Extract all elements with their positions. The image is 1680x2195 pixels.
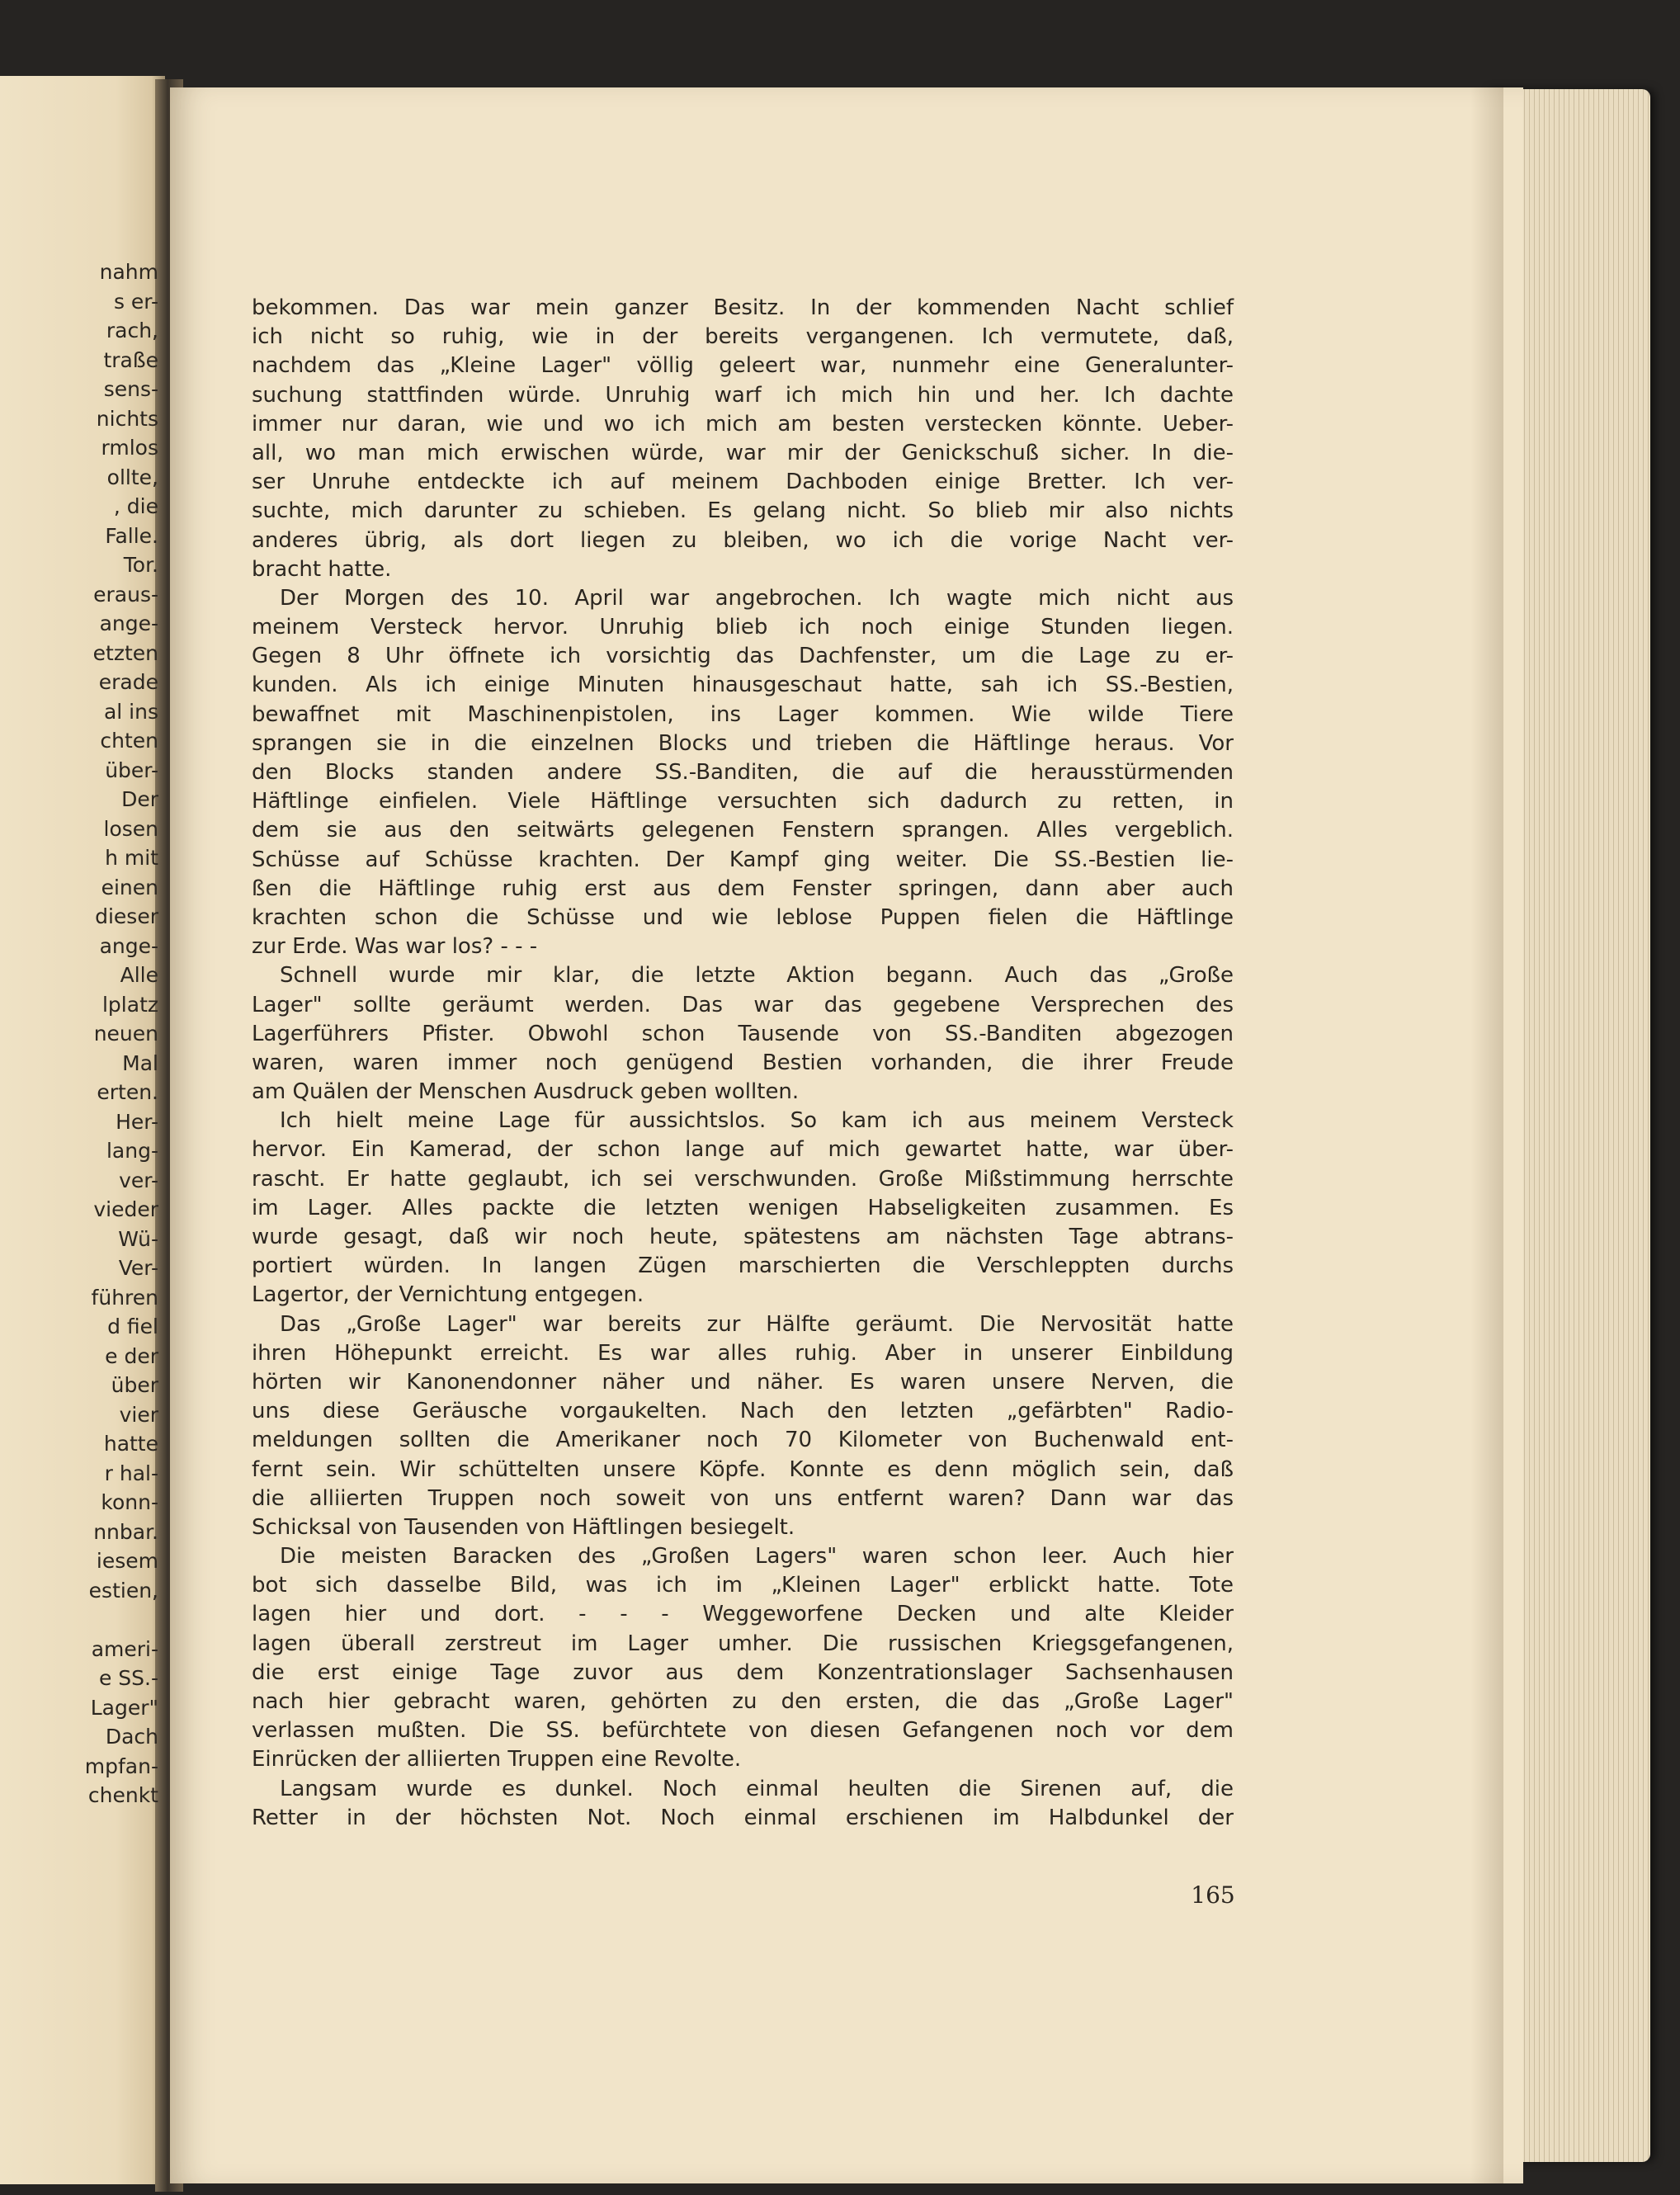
body-line: Lager" sollte geräumt werden. Das war das gegebene Versprechen des xyxy=(252,992,1234,1017)
body-line: ser Unruhe entdeckte ich auf meinem Dachboden einige Bretter. Ich ver- xyxy=(252,470,1234,495)
body-line: ihren Höhepunkt erreicht. Es war alles ruhig. Aber in unserer Einbildung xyxy=(252,1340,1234,1366)
left-page-line: chten xyxy=(100,729,158,753)
left-page-line: lplatz xyxy=(101,992,158,1017)
body-line: zur Erde. Was war los? - - - xyxy=(252,934,538,960)
left-page-line: vier xyxy=(119,1402,158,1427)
body-line: ich nicht so ruhig, wie in der bereits vergangenen. Ich vermutete, daß, xyxy=(252,324,1234,350)
left-page-line: nnbar. xyxy=(93,1519,158,1544)
left-page-line: Mal xyxy=(122,1050,158,1075)
body-line: uns diese Geräusche vorgaukelten. Nach den letzten „gefärbten" Radio- xyxy=(252,1399,1234,1424)
left-page-line: h mit xyxy=(105,846,158,870)
body-line: Schnell wurde mir klar, die letzte Aktion begann. Auch das „Große xyxy=(280,963,1234,989)
left-page-line: Dach xyxy=(105,1725,158,1749)
body-line: Einrücken der alliierten Truppen eine Revolte. xyxy=(252,1747,742,1773)
body-line: wurde gesagt, daß wir noch heute, spätestens am nächsten Tage abtrans- xyxy=(252,1225,1234,1249)
body-line: rascht. Er hatte geglaubt, ich sei verschwunden. Große Mißstimmung herrschte xyxy=(252,1166,1234,1192)
body-line: kunden. Als ich einige Minuten hinausgeschaut hatte, sah ich SS.-Bestien, xyxy=(252,673,1234,698)
left-page-line: r hal- xyxy=(104,1461,158,1485)
left-page-line: d fiel xyxy=(107,1315,158,1338)
left-page-line: über xyxy=(111,1373,158,1397)
left-page-line: ameri- xyxy=(91,1636,158,1661)
body-line: nachdem das „Kleine Lager" völlig geleert war, nunmehr eine Generalunter- xyxy=(252,353,1234,379)
left-page-line: iesem xyxy=(96,1549,158,1573)
body-line: krachten schon die Schüsse und wie leblose Puppen fielen die Häftlinge xyxy=(252,904,1234,930)
left-page-line: Wü- xyxy=(118,1226,158,1251)
left-page-line: ange- xyxy=(99,611,158,635)
body-line: meldungen sollten die Amerikaner noch 70 Kilometer von Buchenwald ent- xyxy=(252,1428,1234,1453)
body-line: anderes übrig, als dort liegen zu bleiben, wo ich die vorige Nacht ver- xyxy=(252,527,1234,553)
left-page-line: ollte, xyxy=(106,465,158,489)
left-page-line: lang- xyxy=(106,1139,158,1163)
left-page-line: Der xyxy=(121,787,158,811)
left-page-line: konn- xyxy=(101,1490,158,1514)
body-line: lagen überall zerstreut im Lager umher. Die russischen Kriegsgefangenen, xyxy=(252,1631,1234,1656)
body-line: hörten wir Kanonendonner näher und näher. Es waren unsere Nerven, die xyxy=(252,1369,1234,1395)
left-page-line: ver- xyxy=(119,1168,158,1192)
body-line: den Blocks standen andere SS.-Banditen, die auf die herausstürmenden xyxy=(252,760,1234,785)
left-page-line: Lager" xyxy=(90,1695,158,1720)
body-line: suchung stattfinden würde. Unruhig warf ich mich hin und her. Ich dachte xyxy=(252,382,1234,408)
body-line: all, wo man mich erwischen würde, war mir der Genickschuß sicher. In die- xyxy=(252,440,1234,465)
left-page-line: nahm xyxy=(99,260,158,284)
body-line: Gegen 8 Uhr öffnete ich vorsichtig das Dachfenster, um die Lage zu er- xyxy=(252,644,1234,669)
left-page-line: neuen xyxy=(93,1022,158,1046)
left-page-line: s er- xyxy=(113,289,158,314)
left-page-line: Alle xyxy=(120,963,158,987)
left-page-line: losen xyxy=(103,816,158,841)
left-page-line: chenkt xyxy=(87,1783,158,1807)
left-page-line: hatte xyxy=(103,1432,158,1456)
body-line: sprangen sie in die einzelnen Blocks und trieben die Häftlinge heraus. Vor xyxy=(252,730,1234,756)
body-line: nach hier gebracht waren, gehörten zu den ersten, die das „Große Lager" xyxy=(252,1689,1234,1714)
body-line: immer nur daran, wie und wo ich mich am besten verstecken könnte. Ueber- xyxy=(252,411,1234,437)
left-page-line: traße xyxy=(103,347,158,372)
body-line: Lagerführers Pfister. Obwohl schon Tausende von SS.-Banditen abgezogen xyxy=(252,1021,1234,1046)
left-page-line: e SS.- xyxy=(98,1666,158,1690)
body-line: im Lager. Alles packte die letzten wenigen Habseligkeiten zusammen. Es xyxy=(252,1195,1234,1220)
body-line: die erst einige Tage zuvor aus dem Konzentrationslager Sachsenhausen xyxy=(252,1659,1234,1685)
left-page-line: Tor. xyxy=(123,553,158,577)
left-page-line: Her- xyxy=(116,1109,158,1134)
body-line: waren, waren immer noch genügend Bestien vorhanden, die ihrer Freude xyxy=(252,1050,1234,1075)
left-page-line: rmlos xyxy=(101,436,158,460)
body-line: die alliierten Truppen noch soweit von uns entfernt waren? Dann war das xyxy=(252,1485,1234,1511)
left-page-line: estien, xyxy=(88,1578,158,1603)
left-page-line: erade xyxy=(98,670,158,694)
body-line: Häftlinge einfielen. Viele Häftlinge versuchten sich dadurch zu retten, in xyxy=(252,789,1234,814)
body-line: lagen hier und dort. - - - Weggeworfene Decken und alte Kleider xyxy=(252,1602,1234,1627)
body-line: bracht hatte. xyxy=(252,556,392,582)
left-page-line: nichts xyxy=(96,406,158,431)
body-line: verlassen mußten. Die SS. befürchtete von diesen Gefangenen noch vor dem xyxy=(252,1718,1234,1744)
left-page-line: erten. xyxy=(97,1080,158,1104)
body-line: Retter in der höchsten Not. Noch einmal erschienen im Halbdunkel der xyxy=(252,1805,1234,1830)
body-line: portiert würden. In langen Zügen marschierten die Verschleppten durchs xyxy=(252,1253,1234,1279)
body-line: bekommen. Das war mein ganzer Besitz. In der kommenden Nacht schlief xyxy=(252,295,1234,320)
body-line: hervor. Ein Kamerad, der schon lange auf mich gewartet hatte, war über- xyxy=(252,1137,1234,1163)
body-line: Ich hielt meine Lage für aussichtslos. So kam ich aus meinem Versteck xyxy=(280,1108,1234,1134)
page-number: 165 xyxy=(1191,1881,1235,1909)
left-page-line: etzten xyxy=(92,640,158,665)
left-page-line: einen xyxy=(101,875,158,899)
left-page-line: mpfan- xyxy=(84,1754,158,1778)
left-page-line xyxy=(0,1605,158,1635)
body-line: Die meisten Baracken des „Großen Lagers" waren schon leer. Auch hier xyxy=(280,1544,1234,1570)
body-line: bewaffnet mit Maschinenpistolen, ins Lager kommen. Wie wilde Tiere xyxy=(252,701,1234,727)
body-line: Langsam wurde es dunkel. Noch einmal heulten die Sirenen auf, die xyxy=(280,1776,1234,1801)
left-page-line: sens- xyxy=(103,377,158,401)
left-page-line: eraus- xyxy=(93,582,158,607)
left-page-line: dieser xyxy=(95,904,158,928)
body-line: meinem Versteck hervor. Unruhig blieb ich noch einige Stunden liegen. xyxy=(252,615,1234,640)
body-line: ßen die Häftlinge ruhig erst aus dem Fenster springen, dann aber auch xyxy=(252,876,1234,901)
body-line: suchte, mich darunter zu schieben. Es gelang nicht. So blieb mir also nichts xyxy=(252,498,1234,524)
left-page-line: Falle. xyxy=(105,523,158,548)
left-page-line: ange- xyxy=(99,933,158,958)
left-page-line: , die xyxy=(113,494,158,518)
body-line: Das „Große Lager" war bereits zur Hälfte geräumt. Die Nervosität hatte xyxy=(280,1311,1234,1337)
body-text xyxy=(252,294,1234,1833)
body-line: Schüsse auf Schüsse krachten. Der Kampf ging weiter. Die SS.-Bestien lie- xyxy=(252,847,1234,872)
body-line: dem sie aus den seitwärts gelegenen Fenstern sprangen. Alles vergeblich. xyxy=(252,818,1234,843)
page-edge-shadow xyxy=(1470,87,1503,2183)
left-page-line: über- xyxy=(105,758,158,782)
left-page-line: Ver- xyxy=(118,1256,158,1280)
body-line: Lagertor, der Vernichtung entgegen. xyxy=(252,1282,644,1308)
body-line: am Quälen der Menschen Ausdruck geben wollten. xyxy=(252,1079,800,1105)
body-line: Der Morgen des 10. April war angebrochen. Ich wagte mich nicht aus xyxy=(280,585,1234,611)
left-page-line: e der xyxy=(105,1343,158,1368)
left-page-line: rach, xyxy=(106,319,158,342)
body-line: Schicksal von Tausenden von Häftlingen besiegelt. xyxy=(252,1514,795,1540)
body-line: fernt sein. Wir schüttelten unsere Köpfe. Konnte es denn möglich sein, daß xyxy=(252,1456,1234,1482)
left-page-line: vieder xyxy=(93,1197,158,1221)
left-page-text-fragments xyxy=(0,257,158,1810)
body-line: bot sich dasselbe Bild, was ich im „Kleinen Lager" erblickt hatte. Tote xyxy=(252,1573,1234,1598)
left-page-line: führen xyxy=(91,1285,158,1310)
left-page-line: al ins xyxy=(103,699,158,724)
